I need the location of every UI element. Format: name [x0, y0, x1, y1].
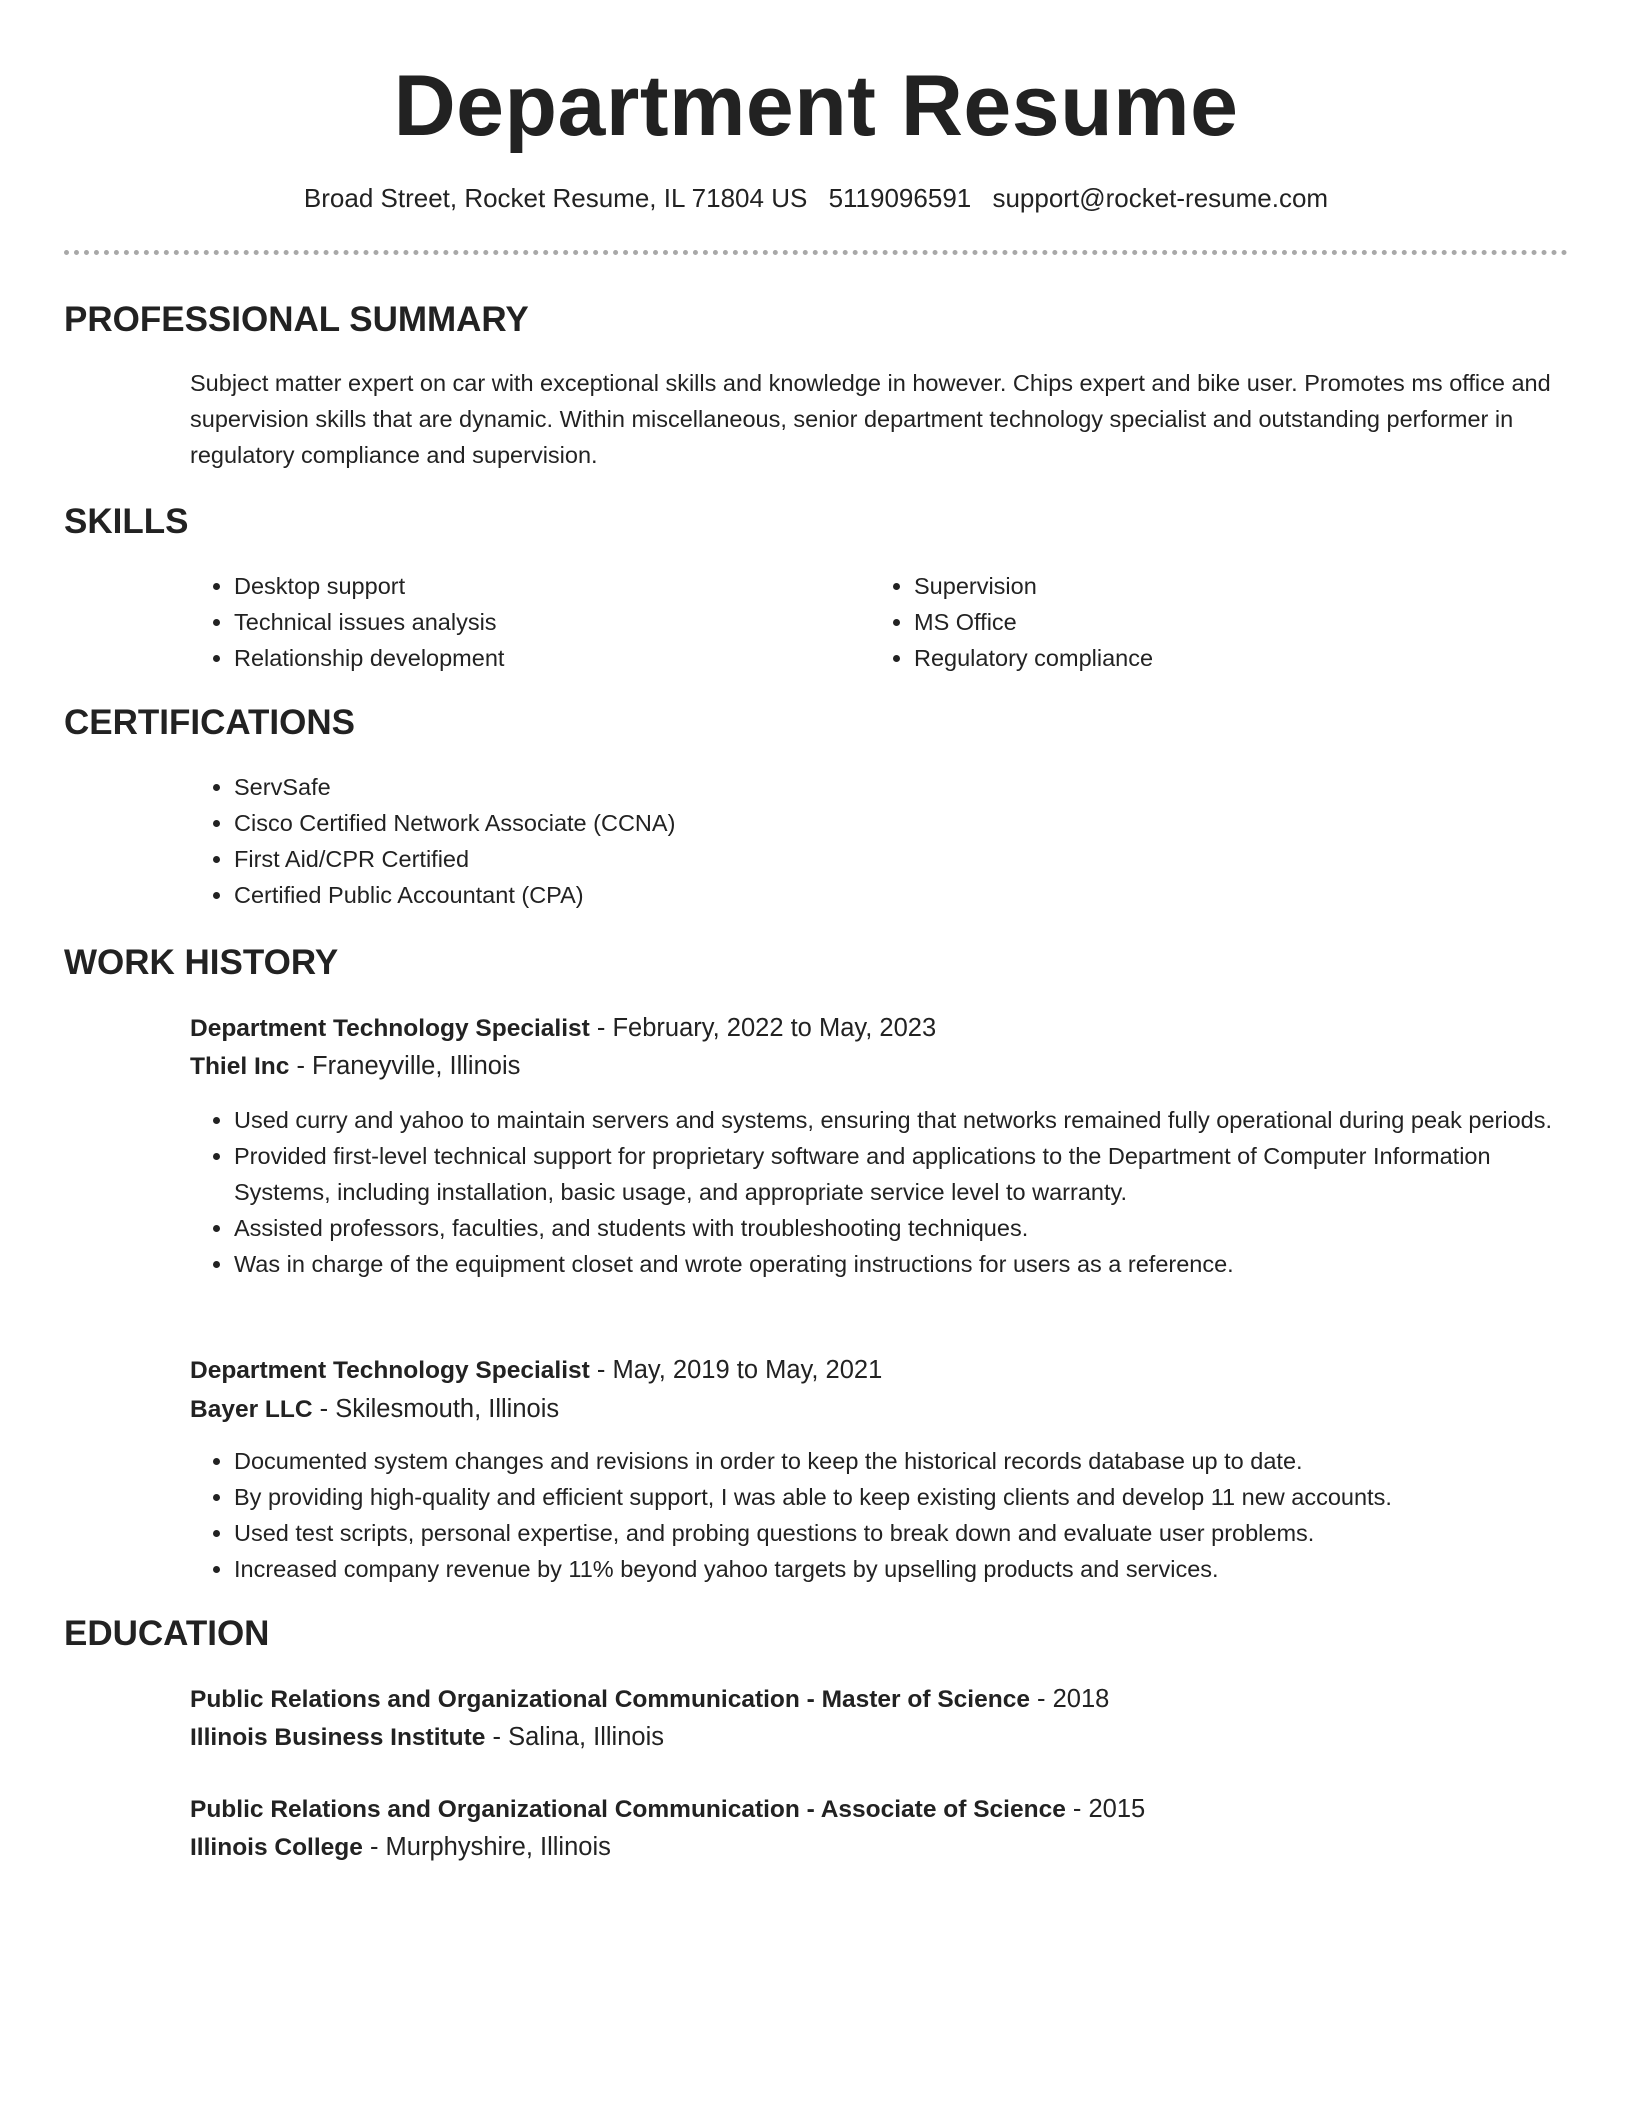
skill-item: • MS Office: [914, 604, 1470, 640]
job-bullets: [190, 1443, 1568, 1587]
job-role: Department Technology Specialist: [190, 1015, 590, 1042]
certification-item: • ServSafe: [234, 769, 1190, 805]
work-history-heading: WORK HISTORY: [64, 943, 339, 982]
job-company-line: [190, 1390, 1568, 1429]
job-role: Department Technology Specialist: [190, 1357, 590, 1384]
job-bullet: • Used test scripts, personal expertise, and probing questions to break down and evaluate user problems.: [234, 1515, 1568, 1551]
job-bullet: • Documented system changes and revisions in order to keep the historical records database up to date.: [234, 1443, 1568, 1479]
skills-column-left: [190, 568, 790, 676]
job-bullet: • Increased company revenue by 11% beyond yahoo targets by upselling products and services.: [234, 1551, 1568, 1587]
skills-column-right: [870, 568, 1470, 676]
contact-line: [64, 180, 1568, 216]
skills-heading: SKILLS: [64, 502, 189, 541]
education-location: - Salina, Illinois: [485, 1723, 664, 1751]
certifications-list: [190, 769, 1190, 913]
job-bullets: [190, 1102, 1568, 1282]
education-school: Illinois Business Institute: [190, 1724, 486, 1751]
email[interactable]: support@rocket-resume.com: [992, 183, 1329, 213]
education-school-line: [190, 1718, 1568, 1757]
skill-item: • Desktop support: [234, 568, 790, 604]
job-company: Thiel Inc: [190, 1053, 290, 1080]
job-title-line: [190, 1351, 1568, 1390]
education-degree: Public Relations and Organizational Communication - Master of Science: [190, 1686, 1030, 1713]
job-bullet: • Was in charge of the equipment closet and wrote operating instructions for users as a reference.: [234, 1246, 1568, 1282]
job-bullet: • Used curry and yahoo to maintain servers and systems, ensuring that networks remained fully operational during peak periods.: [234, 1102, 1568, 1138]
job-location: - Franeyville, Illinois: [289, 1052, 521, 1080]
summary-heading: PROFESSIONAL SUMMARY: [64, 300, 529, 339]
job-bullet: • Assisted professors, faculties, and students with troubleshooting techniques.: [234, 1210, 1568, 1246]
certification-item: • Cisco Certified Network Associate (CCNA): [234, 805, 1190, 841]
education-year: - 2018: [1029, 1685, 1110, 1713]
skill-item: • Supervision: [914, 568, 1470, 604]
skill-item: • Regulatory compliance: [914, 640, 1470, 676]
job-dates: - May, 2019 to May, 2021: [589, 1356, 883, 1384]
skill-item: • Technical issues analysis: [234, 604, 790, 640]
address: Broad Street, Rocket Resume, IL 71804 US: [303, 183, 808, 213]
education-degree-line: [190, 1680, 1568, 1719]
job-bullet: • By providing high-quality and efficient support, I was able to keep existing clients and develop 11 new accounts.: [234, 1479, 1568, 1515]
header-divider: [64, 250, 1568, 255]
certifications-heading: CERTIFICATIONS: [64, 703, 356, 742]
certification-item: • First Aid/CPR Certified: [234, 841, 1190, 877]
education-school: Illinois College: [190, 1834, 363, 1861]
job-company-line: [190, 1047, 1568, 1086]
job-bullet: • Provided first-level technical support for proprietary software and applications to the Department of Computer Information Systems, including installation, basic usage, and appropriate service level to warranty.: [234, 1138, 1568, 1210]
job-dates: - February, 2022 to May, 2023: [589, 1014, 937, 1042]
skill-item: • Relationship development: [234, 640, 790, 676]
summary-text: Subject matter expert on car with exceptional skills and knowledge in however. Chips expert and bike user. Promotes ms office and supervision skills that are dynamic. Within miscellaneous, senior department technology specialist and outstanding performer in regulatory compliance and supervision.: [190, 370, 1551, 468]
education-heading: EDUCATION: [64, 1614, 270, 1653]
education-year: - 2015: [1065, 1795, 1146, 1823]
education-degree: Public Relations and Organizational Communication - Associate of Science: [190, 1796, 1066, 1823]
job-title-line: [190, 1009, 1568, 1048]
certification-item: • Certified Public Accountant (CPA): [234, 877, 1190, 913]
education-school-line: [190, 1828, 1568, 1867]
job-location: - Skilesmouth, Illinois: [312, 1395, 560, 1423]
job-company: Bayer LLC: [190, 1396, 313, 1423]
education-location: - Murphyshire, Illinois: [362, 1833, 611, 1861]
resume-title: Department Resume: [393, 58, 1239, 154]
phone: 5119096591: [828, 183, 972, 213]
education-degree-line: [190, 1790, 1568, 1829]
